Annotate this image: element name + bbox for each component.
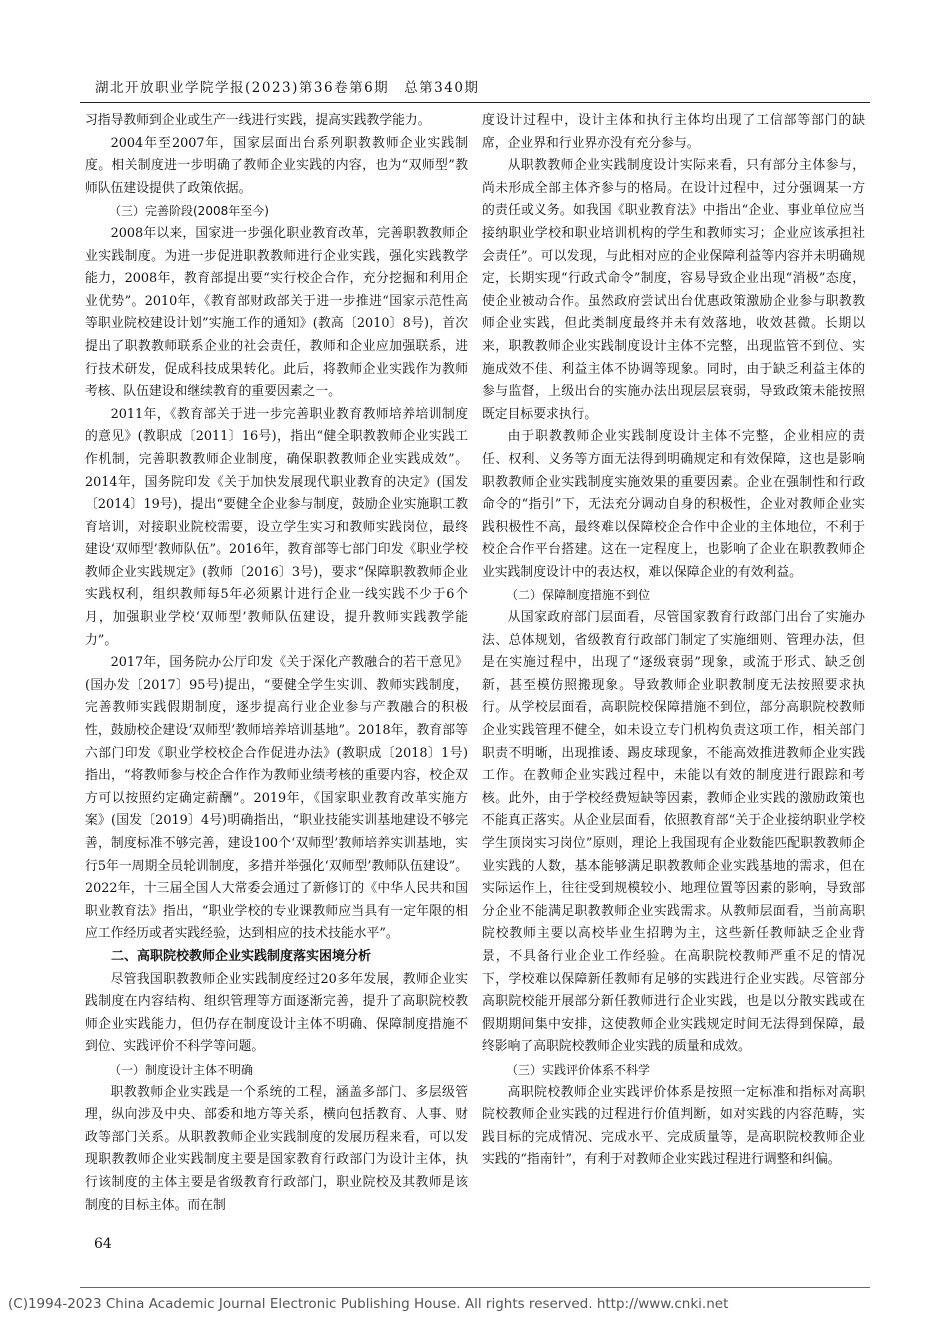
paragraph: 习指导教师到企业或生产一线进行实践，提高实践教学能力。 [85,113,431,128]
paragraph: 2017年，国务院办公厅印发《关于深化产教融合的若干意见》(国办发〔2017〕95号)提出，“要健全学生实训、教师实践制度，完善教师实践假期制度，逐步提高行业企业参与产教融合的积极性，鼓励校企建设‘双师型’教师培养培训基地”。2018年，教育部等六部门印发《职业学校校企合作促进办法》(教职成〔2018〕1号)指出，“将教师参与校企合作作为教师业绩考核的重要内容，校企双方可以按照约定确定薪酬”。2019年，《国家职业教育改革实施方案》(国发〔2019〕4号)明确指出，“职业技能实训基地建设不够完善，制度标准不够完善，建设100个‘双师型’教师培养实训基地，实行5年一周期全员轮训制度，多措并举强化‘双师型’教师队伍建设”。2022年，十三届全国人大常委会通过了新修订的《中华人民共和国职业教育法》指出，“职业学校的专业课教师应当具有一定年限的相应工作经历或者实践经验，达到相应的技术技能水平”。 [85,655,468,942]
section-heading: 二、高职院校教师企业实践制度落实困境分析 [111,948,372,964]
paragraph: 从国家政府部门层面看，尽管国家教育行政部门出台了实施办法、总体规划，省级教育行政部门制定了实施细则、管理办法，但是在实施过程中，出现了“逐级衰弱”现象，或流于形式、缺乏创新，甚至模仿照搬现象。导致教师企业职教制度无法按照要求执行。从学校层面看，高职院校保障措施不到位，部分高职院校教师企业实践管理不健全，如未设立专门机构负责这项工作，相关部门职责不明晰，出现推诿、踢皮球现象，不能高效推进教师企业实践工作。在教师企业实践过程中，未能以有效的制度进行跟踪和考核。此外，由于学校经费短缺等因素，教师企业实践的激励政策也不能真正落实。从企业层面看，依照教育部“关于企业接纳职业学校学生顶岗实习岗位”原则，理论上我国现有企业数能匹配职教教师企业实践的人数，基本能够满足职教教师企业实践基地的需求，但在实际运作上，往往受到规模较小、地理位置等因素的影响，导致部分企业不能满足职教教师企业实践需求。从教师层面看，当前高职院校教师主要以高校毕业生招聘为主，这些新任教师缺乏企业背景，不具备行业企业工作经验。在高职院校教师严重不足的情况下，学校难以保障新任教师有足够的实践进行企业实践。尽管部分高职院校能开展部分新任教师进行企业实践，也是以分散实践或在假期期间集中安排，这使教师企业实践规定时间无法得到保障，最终影响了高职院校教师企业实践的质量和成效。 [482,610,865,1055]
paragraph: 从职教教师企业实践制度设计实际来看，只有部分主体参与，尚未形成全部主体齐参与的格局。在设计过程中，过分强调某一方的责任或义务。如我国《职业教育法》中指出“企业、事业单位应当接纳职业学校和职业培训机构的学生和教师实习；企业应该承担社会责任”。可以发现，与此相对应的企业保障利益等内容并未明确规定，长期实现“行政式命令”制度，容易导致企业出现“消极”态度，使企业被动合作。虽然政府尝试出台优惠政策激励企业参与职教教师企业实践，但此类制度最终并未有效落地，收效甚微。长期以来，职教教师企业实践制度设计主体不完整，出现监管不到位、实施成效不佳、利益主体不协调等现象。同时，由于缺乏利益主体的参与监督，上级出台的实施办法出现层层衰弱，导致政策未能按照既定目标要求执行。 [482,158,865,422]
subsection-heading: （一）制度设计主体不明确 [109,1062,254,1077]
subsection-heading: （三）实践评价体系不科学 [506,1062,651,1077]
copyright-footer: (C)1994-2023 China Academic Journal Electronic Publishing House. All rights reserved. http://www.cnki.net [8,1296,729,1312]
paragraph: 由于职教教师企业实践制度设计主体不完整，企业相应的责任、权利、义务等方面无法得到明确规定和有效保障，这也是影响职教教师企业实践制度实施效果的重要因素。企业在强制性和行政命令的“指引”下，无法充分调动自身的积极性，企业对教师企业实践积极性不高，最终难以保障校企合作中企业的主体地位，不利于校企合作平台搭建。这在一定程度上，也影响了企业在职教教师企业实践制度设计中的表达权，难以保障企业的有效利益。 [482,429,865,580]
running-header: 湖北开放职业学院学报(2023)第36卷第6期 总第340期 [95,80,480,96]
paragraph: 职教教师企业实践是一个系统的工程，涵盖多部门、多层级管理，纵向涉及中央、部委和地方等关系，横向包括教育、人事、财政等部门关系。从职教教师企业实践制度的发展历程来看，可以发现职教教师企业实践制度主要是国家教育行政部门为设计主体，执行该制度的主体主要是省级教育行政部门，职业院校及其教师是该制度的目标主体。而在制 [85,1084,468,1213]
paragraph: 高职院校教师企业实践评价体系是按照一定标准和指标对高职院校教师企业实践的过程进行价值判断，如对实践的内容范畴，实践目标的完成情况、完成水平、完成质量等，是高职院校教师企业实践的“指南针”，有利于对教师企业实践过程进行调整和纠偏。 [482,1084,865,1168]
paragraph: 度设计过程中，设计主体和执行主体均出现了工信部等部门的缺席，企业界和行业界亦没有充分参与。 [482,113,865,151]
page-number: 64 [94,1236,112,1252]
footer-rule [80,1287,870,1288]
paragraph: 2008年以来，国家进一步强化职业教育改革，完善职教教师企业实践制度。为进一步促进职教教师进行企业实践，强化实践教学能力，2008年，教育部提出要“实行校企合作，充分挖掘和利用企业优势”。2010年，《教育部财政部关于进一步推进“国家示范性高等职业院校建设计划”实施工作的通知》(教高〔2010〕8号)，首次提出了职教教师联系企业的社会责任，教师和企业应加强联系，进行技术研发，促成科技成果转化。此后，将教师企业实践作为教师考核、队伍建设和继续教育的重要因素之一。 [85,225,468,400]
subsection-heading: （二）保障制度措施不到位 [506,588,651,603]
right-column [482,110,865,1172]
header-rule [80,102,870,103]
left-column [85,110,468,1217]
subsection-heading: （三）完善阶段(2008年至今) [109,204,269,219]
paragraph: 2011年，《教育部关于进一步完善职业教育教师培养培训制度的意见》(教职成〔2011〕16号)，指出“健全职教教师企业实践工作机制，完善职教教师企业制度，确保职教教师企业实践成效”。2014年，国务院印发《关于加快发展现代职业教育的决定》(国发〔2014〕19号)，提出“要健全企业参与制度，鼓励企业实施职工教育培训，对接职业院校需要，设立学生实习和教师实践岗位，最终建设‘双师型’教师队伍”。2016年，教育部等七部门印发《职业学校教师企业实践规定》(教师〔2016〕3号)，要求“保障职教教师企业实践权利，组织教师每5年必须累计进行企业一线实践不少于6个月，加强职业学校‘双师型’教师队伍建设，提升教师实践教学能力”。 [85,406,468,648]
paragraph: 尽管我国职教教师企业实践制度经过20多年发展，教师企业实践制度在内容结构、组织管理等方面逐渐完善，提升了高职院校教师企业实践能力，但仍存在制度设计主体不明确、保障制度措施不到位、实践评价不科学等问题。 [85,971,468,1055]
paragraph: 2004年至2007年，国家层面出台系列职教教师企业实践制度。相关制度进一步明确了教师企业实践的内容，也为“双师型”教师队伍建设提供了政策依据。 [85,135,468,196]
